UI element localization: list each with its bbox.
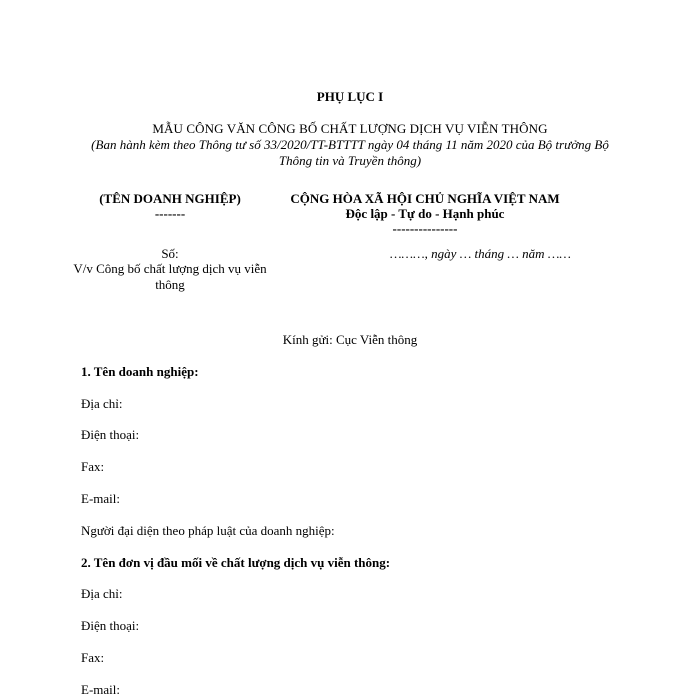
section2-phone-label: Điện thoại: (81, 618, 140, 633)
national-title: CỘNG HÒA XÃ HỘI CHỦ NGHĨA VIỆT NAM (290, 191, 560, 206)
company-divider: ------- (154, 206, 186, 221)
section1-phone-label: Điện thoại: (81, 427, 140, 442)
recipient-line: Kính gửi: Cục Viễn thông (282, 332, 418, 347)
section2-email-label: E-mail: (81, 682, 120, 697)
date-line: ………, ngày … tháng … năm …… (390, 246, 571, 261)
section2-fax-label: Fax: (81, 650, 105, 665)
section2-heading: 2. Tên đơn vị đầu mối về chất lượng dịch vụ viễn thông: (81, 555, 391, 570)
company-name-placeholder: (TÊN DOANH NGHIỆP) (99, 191, 241, 206)
section1-address-label: Địa chỉ: (81, 396, 123, 411)
document-number: Số: (161, 246, 179, 261)
form-title: MẪU CÔNG VĂN CÔNG BỐ CHẤT LƯỢNG DỊCH VỤ VIỄN THÔNG (152, 121, 548, 136)
section2-address-label: Địa chỉ: (81, 586, 123, 601)
section1-heading: 1. Tên doanh nghiệp: (81, 364, 199, 379)
section1-fax-label: Fax: (81, 459, 105, 474)
issuance-note: (Ban hành kèm theo Thông tư số 33/2020/TT-BTTTT ngày 04 tháng 11 năm 2020 của Bộ trưởng Bộ Thông tin và Truyền thông) (91, 137, 609, 168)
section1-legal-rep-label: Người đại diện theo pháp luật của doanh nghiệp: (81, 523, 335, 538)
document-subject: V/v Công bố chất lượng dịch vụ viễn thông (73, 261, 267, 292)
appendix-title: PHỤ LỤC I (316, 89, 384, 104)
national-motto: Độc lập - Tự do - Hạnh phúc (345, 206, 505, 221)
motto-divider: --------------- (392, 221, 458, 236)
section1-email-label: E-mail: (81, 491, 120, 506)
